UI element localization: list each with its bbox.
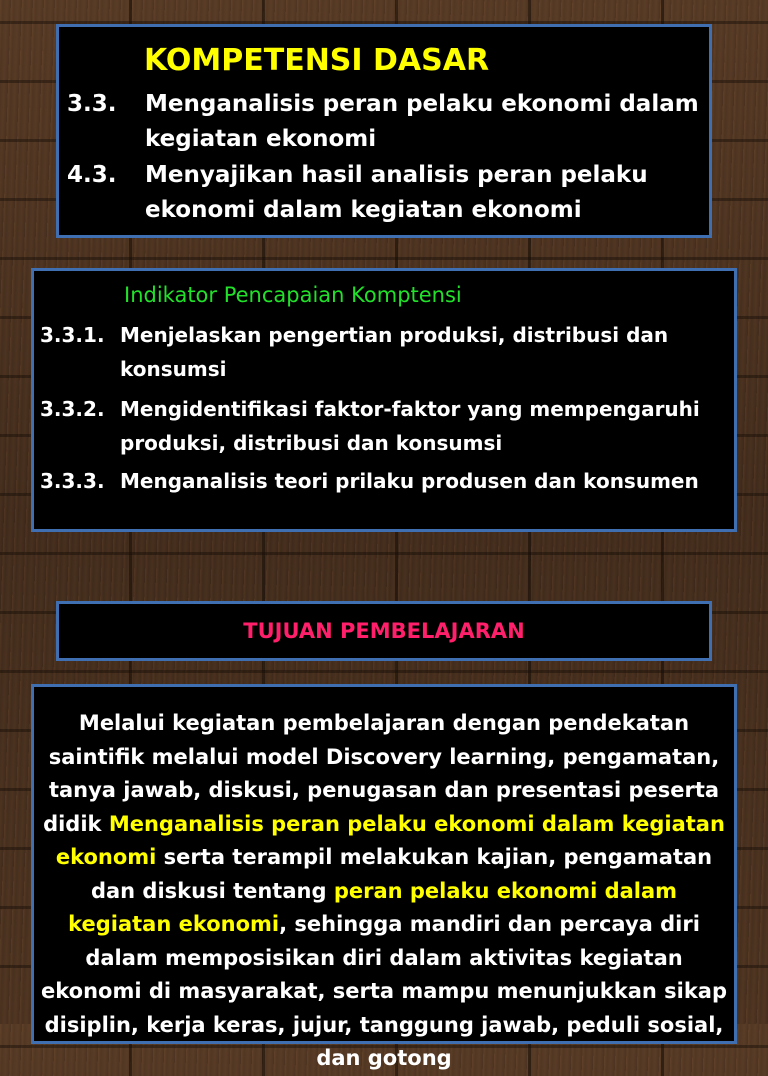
indikator-item-number: 3.3.2. <box>40 397 105 421</box>
tujuan-title: TUJUAN PEMBELAJARAN <box>243 619 525 643</box>
tujuan-text-part: serta terampil melakukan kajian, pengamatan dan diskusi tentang <box>90 845 713 903</box>
kompetensi-dasar-title: KOMPETENSI DASAR <box>144 43 490 78</box>
kompetensi-item-text: Menganalisis peran pelaku ekonomi dalam kegiatan ekonomi <box>145 91 699 152</box>
tujuan-highlight: Menganalisis peran pelaku ekonomi dalam kegiatan ekonomi <box>55 811 725 869</box>
tujuan-highlight: peran pelaku ekonomi dalam kegiatan ekonomi <box>68 878 678 936</box>
tujuan-text-part: Melalui kegiatan pembelajaran dengan pendekatan saintifik melalui model Discovery learning, pengamatan, tanya jawab, diskusi, penugasan dan presentasi peserta didik <box>43 711 720 836</box>
indikator-title: Indikator Pencapaian Komptensi <box>124 283 462 307</box>
tujuan-text-part: , sehingga mandiri dan percaya diri dalam memposisikan diri dalam aktivitas kegiatan ekonomi di masyarakat, serta mampu menunjukkan sikap disiplin, kerja keras, jujur, tanggung jawab, peduli sosial, dan gotong <box>41 912 727 1070</box>
indikator-item-number: 3.3.1. <box>40 323 105 347</box>
tujuan-body-panel <box>31 684 737 1070</box>
tujuan-paragraph <box>40 707 728 1076</box>
tujuan-title-panel <box>56 601 712 661</box>
indikator-item-number: 3.3.3. <box>40 469 105 493</box>
kompetensi-item-number: 3.3. <box>67 91 117 117</box>
kompetensi-item-number: 4.3. <box>67 162 117 188</box>
indikator-item-text: Menjelaskan pengertian produksi, distribusi dan konsumsi <box>120 323 669 381</box>
indikator-item-text: Mengidentifikasi faktor-faktor yang mempengaruhi produksi, distribusi dan konsumsi <box>120 397 700 455</box>
kompetensi-item-text: Menyajikan hasil analisis peran pelaku ekonomi dalam kegiatan ekonomi <box>145 162 648 223</box>
indikator-panel <box>31 268 737 532</box>
indikator-item-text: Menganalisis teori prilaku produsen dan konsumen <box>120 469 699 493</box>
kompetensi-dasar-panel <box>56 24 712 238</box>
